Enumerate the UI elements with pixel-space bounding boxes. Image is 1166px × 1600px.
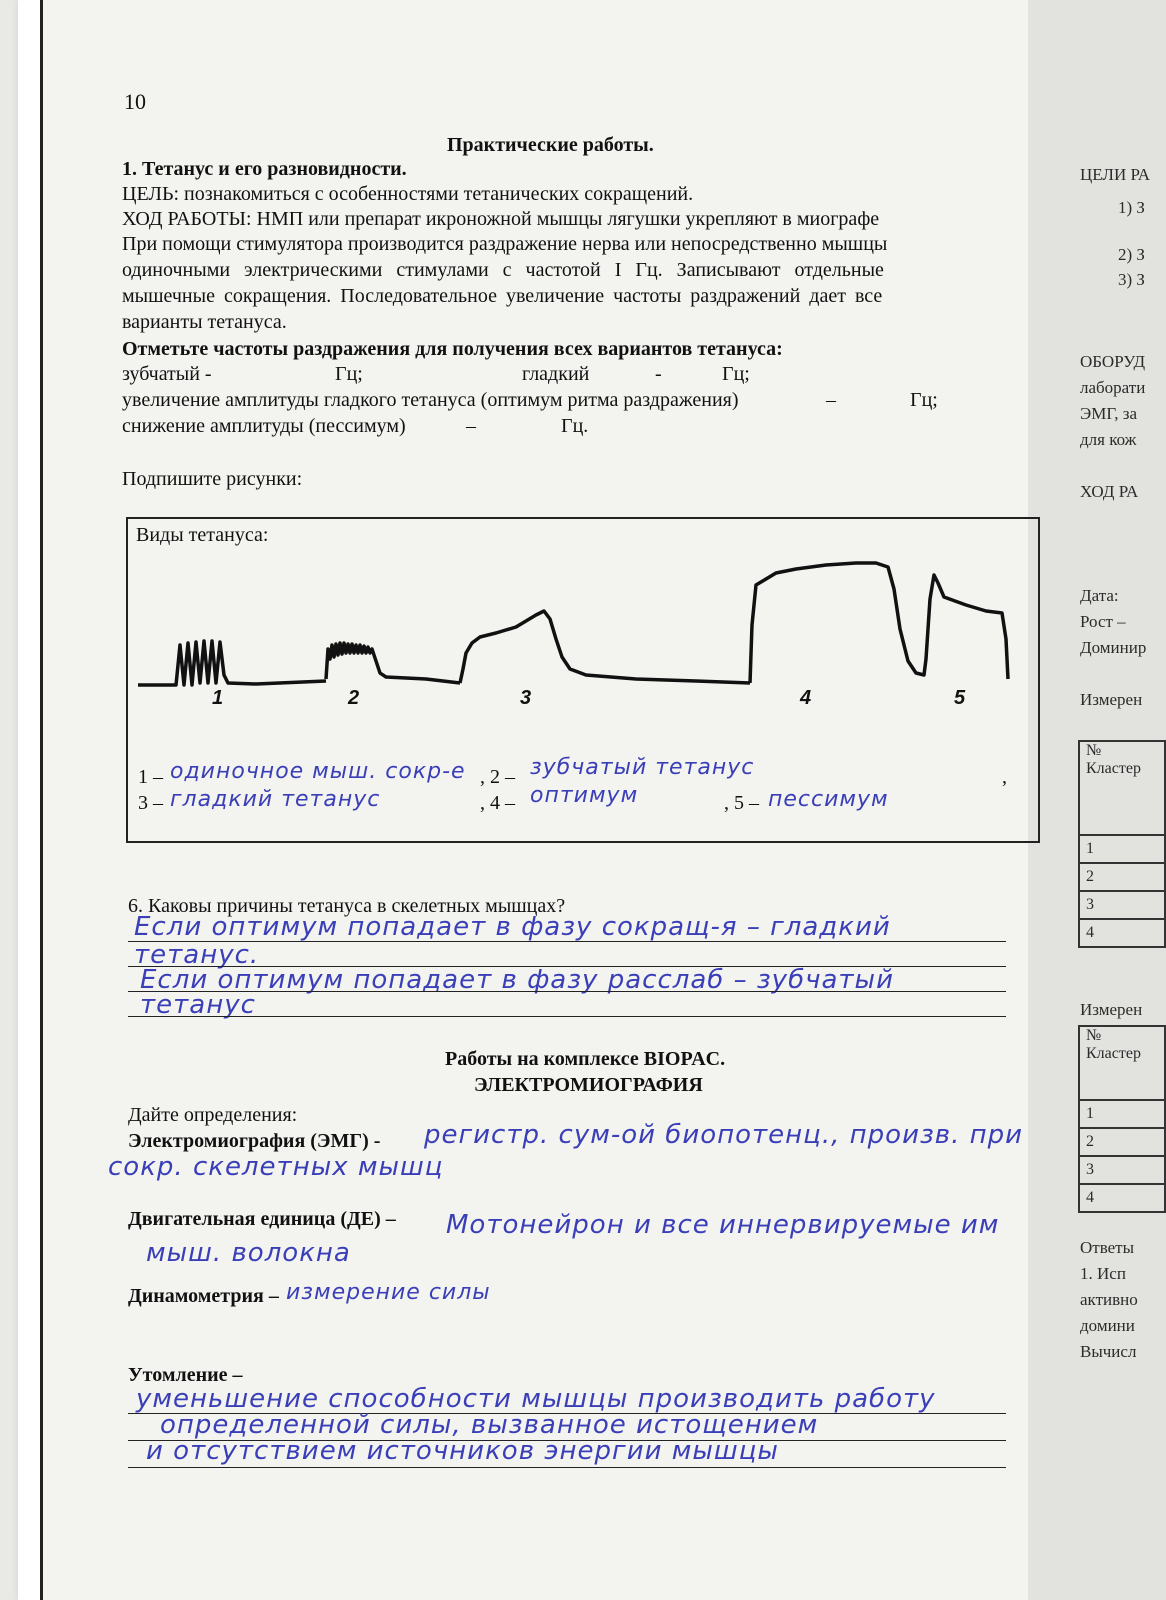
caption-answer: гладкий тетанус — [170, 787, 381, 812]
answer-line: Если оптимум попадает в фазу сокращ-я – гладкий — [134, 912, 891, 942]
procedure-line: При помощи стимулятора производится раздражение нерва или непосредственно мышцы — [122, 233, 888, 255]
table-header-cluster: Кластер — [1086, 1045, 1141, 1062]
answer-rule — [128, 991, 1006, 992]
answer-line: тетанус. — [134, 940, 260, 970]
section-title: Практические работы. — [447, 134, 654, 156]
task1-title: 1. Тетанус и его разновидности. — [122, 158, 407, 180]
table-cell: 1 — [1079, 835, 1165, 863]
caption-answer: зубчатый тетанус — [530, 755, 755, 780]
definitions-prompt: Дайте определения: — [128, 1104, 298, 1126]
fragment-text: активно — [1080, 1290, 1138, 1309]
caption-prefix: , 2 – — [480, 766, 515, 788]
freq-label-optimum: увеличение амплитуды гладкого тетануса (оптимум ритма раздражения) — [122, 389, 739, 411]
fatigue-answer-line: и отсутствием источников энергии мышцы — [146, 1436, 779, 1466]
caption-answer: одиночное мыш. сокр-е — [170, 759, 466, 784]
definition-answer: измерение силы — [286, 1280, 491, 1305]
table-header-num: № — [1086, 1027, 1102, 1044]
term-motor-unit: Двигательная единица (ДЕ) – — [128, 1208, 396, 1230]
caption-comma: , — [1002, 766, 1007, 788]
table-cell: 4 — [1079, 919, 1165, 947]
definition-answer: Мотонейрон и все иннервируемые им — [446, 1210, 1000, 1240]
fatigue-answer-line: уменьшение способности мышцы производить работу — [136, 1384, 936, 1414]
fragment-text: ХОД РА — [1080, 482, 1139, 501]
procedure-line: ХОД РАБОТЫ: НМП или препарат икроножной мышцы лягушки укрепляют в миографе — [122, 208, 880, 230]
fragment-text: для кож — [1080, 430, 1137, 449]
table-cell: 2 — [1079, 863, 1165, 891]
answer-rule — [128, 941, 1006, 942]
fragment-text: Вычисл — [1080, 1342, 1137, 1361]
freq-dash: - — [655, 363, 662, 385]
adjacent-table-2 — [1078, 1025, 1166, 1213]
figure-number: 4 — [800, 687, 812, 709]
adjacent-page-fragment — [1028, 0, 1166, 1600]
fragment-text: 1) З — [1118, 198, 1145, 217]
answer-line: тетанус — [140, 990, 256, 1020]
fragment-text: ЭМГ, за — [1080, 404, 1138, 423]
term-dynamometry: Динамометрия – — [128, 1285, 279, 1307]
table-cell: 3 — [1079, 891, 1165, 919]
fragment-text: ЦЕЛИ РА — [1080, 165, 1151, 184]
freq-label-serrated: зубчатый - — [122, 363, 212, 385]
fragment-text: Измерен — [1080, 690, 1143, 709]
freq-unit: Гц; — [910, 389, 938, 411]
caption-prefix: , 4 – — [480, 792, 515, 814]
figure-title: Виды тетануса: — [136, 524, 269, 546]
page-number: 10 — [124, 89, 146, 114]
table-cell: 1 — [1079, 1100, 1165, 1128]
freq-unit: Гц. — [561, 415, 589, 437]
sign-figures-prompt: Подпишите рисунки: — [122, 468, 303, 490]
caption-prefix: 3 – — [138, 792, 163, 814]
fragment-text: 1. Исп — [1080, 1264, 1126, 1283]
caption-prefix: , 5 – — [724, 792, 759, 814]
figure-number: 3 — [520, 687, 532, 709]
freq-unit: Гц; — [722, 363, 750, 385]
fragment-text: 3) З — [1118, 270, 1145, 289]
procedure-line: варианты тетануса. — [122, 311, 287, 333]
freq-label-pessimum: снижение амплитуды (пессимум) — [122, 415, 406, 437]
caption-prefix: 1 – — [138, 766, 163, 788]
freq-dash: – — [466, 415, 476, 437]
table-cell: 2 — [1079, 1128, 1165, 1156]
freq-dash: – — [826, 389, 836, 411]
fragment-text: ОБОРУД — [1080, 352, 1146, 371]
freq-unit: Гц; — [335, 363, 363, 385]
figure-number: 5 — [954, 687, 966, 709]
page-spine — [18, 0, 43, 1600]
figure-number: 1 — [212, 687, 224, 709]
answer-rule — [128, 1467, 1006, 1468]
fragment-text: Дата: — [1080, 586, 1119, 605]
caption-answer: пессимум — [768, 787, 889, 812]
fragment-text: 2) З — [1118, 245, 1145, 264]
fragment-text: Рост – — [1080, 612, 1126, 631]
tetanus-curves — [136, 549, 1016, 749]
answer-rule — [128, 1016, 1006, 1017]
tetanus-figure — [126, 517, 1040, 843]
definition-answer: сокр. скелетных мышц — [108, 1152, 444, 1182]
table-header-cluster: Кластер — [1086, 760, 1141, 777]
emg-title: ЭЛЕКТРОМИОГРАФИЯ — [474, 1074, 703, 1096]
table-cell: 3 — [1079, 1156, 1165, 1184]
fragment-text: Ответы — [1080, 1238, 1135, 1257]
task1-goal: ЦЕЛЬ: познакомиться с особенностями тетанических сокращений. — [122, 183, 694, 205]
fragment-text: Измерен — [1080, 1000, 1143, 1019]
fragment-text: лаборати — [1080, 378, 1146, 397]
caption-answer: оптимум — [530, 783, 639, 808]
definition-answer: мыш. волокна — [146, 1238, 351, 1268]
procedure-line: одиночными электрическими стимулами с частотой I Гц. Записывают отдельные — [122, 259, 884, 281]
fragment-text: Доминир — [1080, 638, 1147, 657]
table-cell: 4 — [1079, 1184, 1165, 1212]
freq-label-smooth: гладкий — [522, 363, 590, 385]
fatigue-answer-line: определенной силы, вызванное истощением — [160, 1410, 819, 1440]
fragment-text: домини — [1080, 1316, 1135, 1335]
definition-answer: регистр. сум-ой биопотенц., произв. при — [424, 1120, 1024, 1150]
answer-line: Если оптимум попадает в фазу расслаб – зубчатый — [140, 965, 894, 995]
term-emg: Электромиография (ЭМГ) - — [128, 1130, 381, 1152]
frequency-prompt: Отметьте частоты раздражения для получения всех вариантов тетануса: — [122, 338, 783, 360]
figure-number: 2 — [348, 687, 360, 709]
table-header-num: № — [1086, 742, 1102, 759]
adjacent-table-1 — [1078, 740, 1166, 948]
question-6: 6. Каковы причины тетануса в скелетных мышцах? — [128, 895, 566, 917]
biopac-title: Работы на комплексе BIOPAC. — [445, 1048, 726, 1070]
procedure-line: мышечные сокращения. Последовательное увеличение частоты раздражений дает все — [122, 285, 883, 307]
term-fatigue: Утомление – — [128, 1364, 243, 1386]
